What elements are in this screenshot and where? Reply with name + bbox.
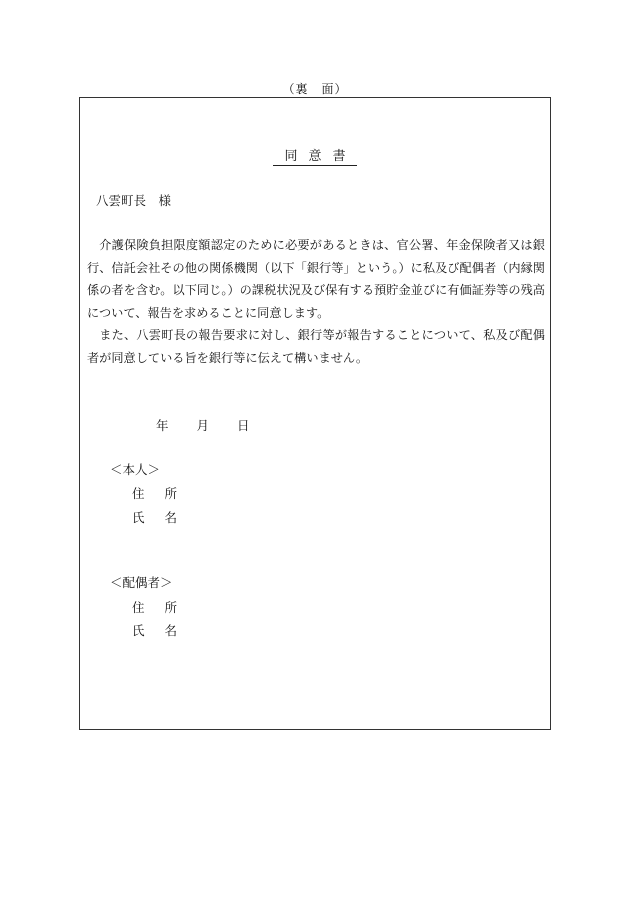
date-year-label: 年: [156, 418, 169, 433]
date-month-label: 月: [196, 418, 210, 433]
document-title-wrapper: [80, 145, 550, 164]
self-name-label: 氏名: [132, 510, 198, 525]
spouse-section-heading: ＜配偶者＞: [110, 575, 173, 590]
consent-paragraph-2: また、八雲町長の報告要求に対し、銀行等が報告することについて、私及び配偶者が同意している旨を銀行等に伝えて構いません。: [87, 328, 545, 365]
consent-form-frame: [79, 97, 551, 730]
page-side-label: （裏 面）: [282, 82, 348, 96]
spouse-name-label: 氏名: [132, 623, 198, 638]
spouse-address-label: 住所: [132, 600, 198, 615]
date-day-label: 日: [237, 418, 250, 433]
date-line: [156, 416, 278, 434]
document-title: 同意書: [273, 149, 356, 166]
self-section-heading: ＜本人＞: [110, 462, 161, 477]
self-address-label: 住所: [132, 486, 198, 501]
consent-body: [87, 234, 545, 369]
addressee: 八雲町長 様: [96, 193, 172, 208]
consent-paragraph-1: 介護保険負担限度額認定のために必要があるときは、官公署、年金保険者又は銀行、信託会社その他の関係機関（以下「銀行等」という。）に私及び配偶者（内縁関係の者を含む。以下同じ。）の課税状況及び保有する預貯金並びに有価証券等の残高について、報告を求めることに同意します。: [87, 238, 545, 320]
